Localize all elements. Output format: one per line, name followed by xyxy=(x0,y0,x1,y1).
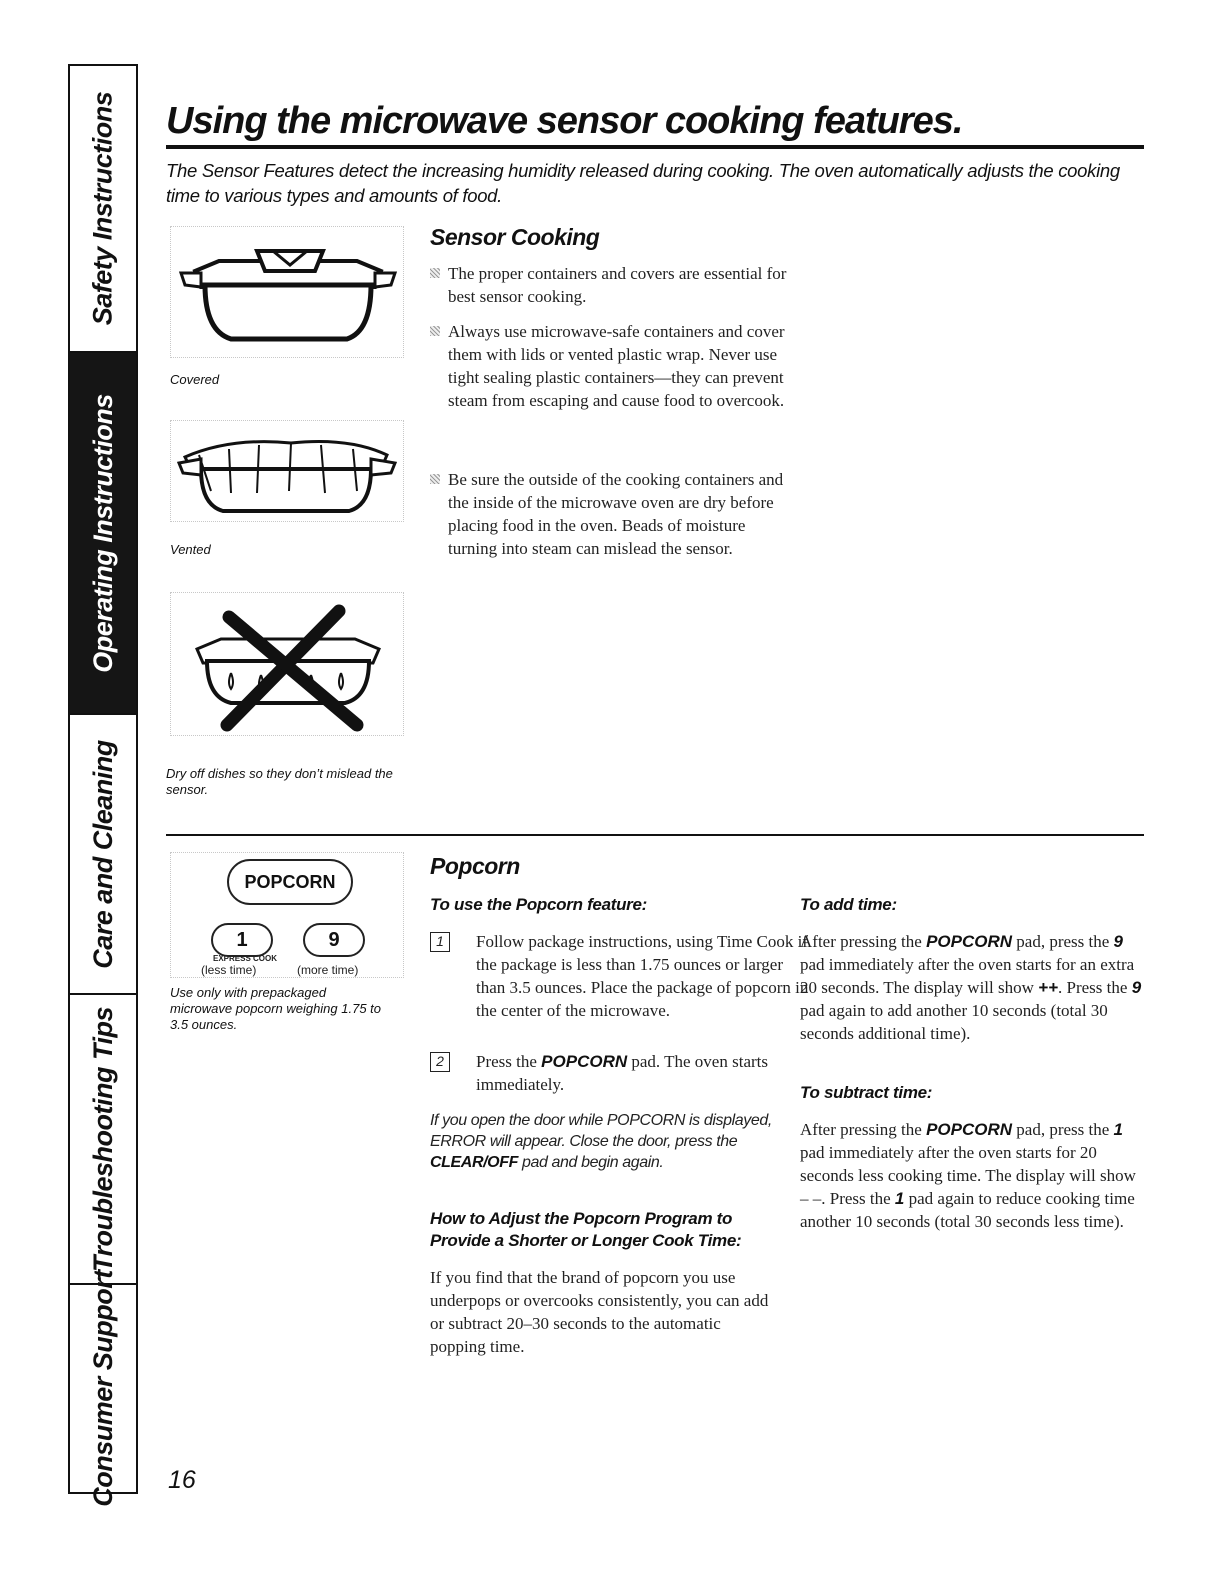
subtract-text: After pressing the xyxy=(800,1120,927,1139)
page-number: 16 xyxy=(168,1466,196,1494)
intro-text: The Sensor Features detect the increasing humidity released during cooking. The oven automatically adjusts the cooking time to various types and amounts of food. xyxy=(166,160,1120,206)
note-text: If you open the door while POPCORN is displayed, ERROR will appear. Close the door, press the xyxy=(430,1112,772,1150)
note-text: pad and begin again. xyxy=(517,1154,664,1171)
less-time-label: (less time) xyxy=(201,963,257,977)
popcorn-step-2 xyxy=(430,1050,816,1096)
tab-label: Troubleshooting Tips xyxy=(87,1006,118,1272)
bullet-icon xyxy=(430,268,440,278)
pad-1-icon: 1 xyxy=(211,923,273,957)
tab-label: Consumer Support xyxy=(87,1270,118,1507)
step-1-text: Follow package instructions, using Time Cook if the package is less than 1.75 ounces or larger than 3.5 ounces. Place the package of popcorn in the center of the microwave. xyxy=(476,932,809,1020)
pad-1-keyword: 1 xyxy=(1113,1120,1124,1139)
bullet-icon xyxy=(430,474,440,484)
bullet-text: The proper containers and covers are essential for best sensor cooking. xyxy=(448,264,787,306)
add-text: After pressing the xyxy=(800,932,927,951)
add-text: . Press the xyxy=(1058,978,1132,997)
bullet-text: Be sure the outside of the cooking containers and the inside of the microwave oven are dry before placing food in the oven. Beads of moisture turning into steam can mislead the sensor. xyxy=(448,470,784,558)
tab-label: Care and Cleaning xyxy=(87,739,118,969)
sensor-bullet-2 xyxy=(430,320,788,412)
pad-1-keyword: 1 xyxy=(894,1189,905,1208)
popcorn-keyword: POPCORN xyxy=(926,932,1013,951)
sensor-bullet-1 xyxy=(430,262,788,308)
wet-dish-icon xyxy=(171,593,403,735)
covered-caption: Covered xyxy=(170,372,220,387)
subtract-time-heading: To subtract time: xyxy=(800,1083,933,1102)
subtract-time-text xyxy=(800,1118,1145,1233)
popcorn-panel-illustration xyxy=(170,852,404,978)
add-time-heading: To add time: xyxy=(800,895,897,914)
popcorn-keyword: POPCORN xyxy=(926,1120,1013,1139)
subtract-text: pad again to reduce cooking time another 10 seconds (total 30 seconds less time). xyxy=(800,1189,1135,1231)
popcorn-keyword: POPCORN xyxy=(541,1052,628,1071)
bullet-text: Always use microwave-safe containers and cover them with lids or vented plastic wrap. Never use tight sealing plastic containers—they can prevent steam from escaping and cause food to overcook. xyxy=(448,322,785,410)
title-rule xyxy=(166,145,1144,149)
tab-troubleshooting-tips[interactable] xyxy=(70,995,136,1285)
popcorn-panel-caption: Use only with prepackaged microwave popcorn weighing 1.75 to 3.5 ounces. xyxy=(170,985,382,1032)
tab-label: Safety Instructions xyxy=(87,91,118,326)
bullet-icon xyxy=(430,326,440,336)
subtract-text: pad immediately after the oven starts for 20 seconds less cooking time. The display will show – –. Press the xyxy=(800,1143,1136,1208)
section-tab-bar xyxy=(68,64,138,1507)
dry-dishes-caption: Dry off dishes so they don’t mislead the sensor. xyxy=(166,766,393,797)
step-2-icon: 2 xyxy=(430,1052,450,1072)
more-time-label: (more time) xyxy=(297,963,359,977)
pad-9-keyword: 9 xyxy=(1131,978,1142,997)
vented-dish-icon xyxy=(171,421,403,521)
popcorn-heading: Popcorn xyxy=(430,853,520,879)
add-text: pad immediately after the oven starts for an extra 20 seconds. The display will show xyxy=(800,955,1135,997)
page-title: Using the microwave sensor cooking features. xyxy=(166,100,963,142)
section-rule xyxy=(166,834,1144,836)
adjust-text: If you find that the brand of popcorn you use underpops or overcooks consistently, you can add or subtract 20–30 seconds to the automatic popping time. xyxy=(430,1268,769,1356)
popcorn-pad-icon: POPCORN xyxy=(227,859,353,905)
display-plus-keyword: ++ xyxy=(1038,978,1059,997)
tab-safety-instructions[interactable] xyxy=(70,66,136,353)
tab-consumer-support[interactable] xyxy=(70,1270,136,1507)
door-open-note xyxy=(430,1110,780,1173)
add-text: pad again to add another 10 seconds (total 30 seconds additional time). xyxy=(800,1001,1108,1043)
pad-9-icon: 9 xyxy=(303,923,365,957)
covered-dish-illustration xyxy=(170,226,404,358)
sensor-bullet-3 xyxy=(430,468,788,560)
sensor-cooking-heading: Sensor Cooking xyxy=(430,224,600,250)
adjust-heading: How to Adjust the Popcorn Program to Provide a Shorter or Longer Cook Time: xyxy=(430,1209,742,1250)
popcorn-step-1 xyxy=(430,930,816,1022)
subtract-text: pad, press the xyxy=(1012,1120,1114,1139)
step-1-icon: 1 xyxy=(430,932,450,952)
wet-dish-illustration xyxy=(170,592,404,736)
step-2-text: pad. The oven starts immediately. xyxy=(476,1052,768,1094)
express-cook-label: EXPRESS COOK xyxy=(213,954,278,963)
tab-care-and-cleaning[interactable] xyxy=(70,715,136,995)
pad-9-keyword: 9 xyxy=(1113,932,1124,951)
add-text: pad, press the xyxy=(1012,932,1114,951)
vented-caption: Vented xyxy=(170,542,211,557)
use-popcorn-heading: To use the Popcorn feature: xyxy=(430,895,648,914)
add-time-text xyxy=(800,930,1145,1045)
covered-dish-icon xyxy=(171,227,403,357)
tab-operating-instructions[interactable] xyxy=(70,353,136,715)
step-2-text: Press the xyxy=(476,1052,542,1071)
tab-label: Operating Instructions xyxy=(87,393,118,673)
vented-dish-illustration xyxy=(170,420,404,522)
clear-off-keyword: CLEAR/OFF xyxy=(430,1154,518,1171)
